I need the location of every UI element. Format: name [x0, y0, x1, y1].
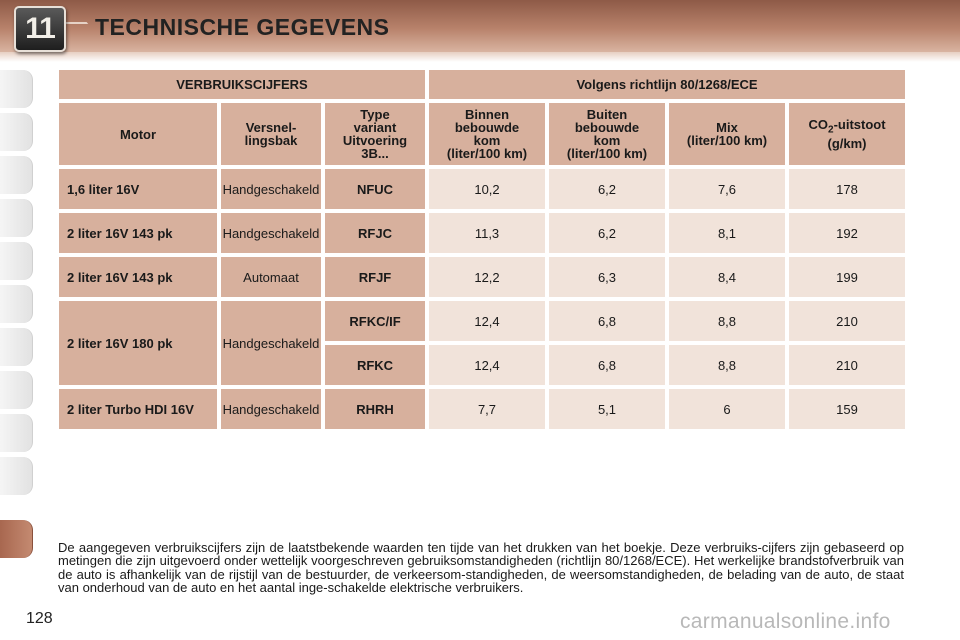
row-extra-urban: 5,1: [549, 389, 665, 429]
row-mix: 7,6: [669, 169, 785, 209]
row-urban: 12,2: [429, 257, 545, 297]
row-gearbox: Handgeschakeld: [221, 169, 321, 209]
row-gearbox: Handgeschakeld: [221, 389, 321, 429]
section-header-directive: Volgens richtlijn 80/1268/ECE: [429, 70, 905, 99]
chapter-tab[interactable]: [0, 156, 33, 194]
row-gearbox: Handgeschakeld: [221, 213, 321, 253]
chapter-tab[interactable]: [0, 285, 33, 323]
row-type-code: NFUC: [325, 169, 425, 209]
row-co2: 210: [789, 345, 905, 385]
row-mix: 8,1: [669, 213, 785, 253]
footnote-paragraph: De aangegeven verbruikscijfers zijn de laatstbekende waarden ten tijde van het drukken van het boekje. Deze verbruiks-cijfers zijn gebaseerd op metingen die zijn uitgevoerd onder wettelijk voorgeschreven gebruiksomstandigheden (richtlijn 80/1268/ECE). Het werkelijke brandstofverbruik van de auto is afhankelijk van de rijstijl van de bestuurder, de verkeersom-standigheden, de weersomstandigheden, de belading van de auto, de staat van onderhoud van de auto en het aantal inge-schakelde elektrische verbruikers.: [58, 540, 904, 596]
chapter-tab-active[interactable]: [0, 520, 33, 558]
row-extra-urban: 6,3: [549, 257, 665, 297]
header-fade: [0, 52, 960, 62]
watermark: carmanualsonline.info: [680, 610, 891, 633]
chapter-tab[interactable]: [0, 414, 33, 452]
row-urban: 11,3: [429, 213, 545, 253]
row-urban: 12,4: [429, 301, 545, 341]
table-row: [59, 301, 905, 341]
column-header-extra-urban: Buiten bebouwde kom (liter/100 km): [549, 103, 665, 165]
chapter-badge: 11: [14, 6, 66, 52]
chapter-tab[interactable]: [0, 371, 33, 409]
table-row: [59, 389, 905, 429]
row-co2: 178: [789, 169, 905, 209]
row-extra-urban: 6,8: [549, 345, 665, 385]
table-row: [59, 169, 905, 209]
chapter-tab[interactable]: [0, 199, 33, 237]
row-co2: 199: [789, 257, 905, 297]
chapter-tab-strip: [0, 70, 34, 580]
chapter-tab[interactable]: [0, 328, 33, 366]
chapter-tab[interactable]: [0, 70, 33, 108]
row-extra-urban: 6,2: [549, 169, 665, 209]
row-extra-urban: 6,2: [549, 213, 665, 253]
row-type-code: RFJC: [325, 213, 425, 253]
row-motor: 2 liter 16V 143 pk: [59, 213, 217, 253]
row-type-code: RFKC: [325, 345, 425, 385]
row-co2: 192: [789, 213, 905, 253]
column-header-motor: Motor: [59, 103, 217, 165]
row-gearbox: Handgeschakeld: [221, 301, 321, 385]
row-extra-urban: 6,8: [549, 301, 665, 341]
row-motor: 2 liter 16V 143 pk: [59, 257, 217, 297]
row-motor: 2 liter Turbo HDI 16V: [59, 389, 217, 429]
row-urban: 12,4: [429, 345, 545, 385]
co2-subscript: 2: [828, 124, 834, 136]
row-mix: 8,8: [669, 345, 785, 385]
column-header-mix: Mix (liter/100 km): [669, 103, 785, 165]
column-header-co2: [789, 103, 905, 165]
row-type-code: RHRH: [325, 389, 425, 429]
column-header-gearbox: Versnel- lingsbak: [221, 103, 321, 165]
row-co2: 210: [789, 301, 905, 341]
row-urban: 10,2: [429, 169, 545, 209]
column-header-type: Type variant Uitvoering 3B...: [325, 103, 425, 165]
row-mix: 8,8: [669, 301, 785, 341]
page-title: TECHNISCHE GEGEVENS: [95, 14, 390, 40]
row-motor: 2 liter 16V 180 pk: [59, 301, 217, 385]
row-type-code: RFKC/IF: [325, 301, 425, 341]
row-mix: 6: [669, 389, 785, 429]
co2-prefix: CO: [808, 117, 828, 133]
table-row: [59, 257, 905, 297]
chapter-tab[interactable]: [0, 242, 33, 280]
chapter-tab[interactable]: [0, 113, 33, 151]
chapter-tab[interactable]: [0, 457, 33, 495]
row-type-code: RFJF: [325, 257, 425, 297]
page-number: 128: [26, 610, 53, 627]
row-mix: 8,4: [669, 257, 785, 297]
row-gearbox: Automaat: [221, 257, 321, 297]
row-motor: 1,6 liter 16V: [59, 169, 217, 209]
consumption-table: [55, 66, 909, 433]
co2-suffix: -uitstoot (g/km): [827, 117, 886, 151]
column-header-urban: Binnen bebouwde kom (liter/100 km): [429, 103, 545, 165]
row-co2: 159: [789, 389, 905, 429]
table-row: [59, 213, 905, 253]
row-urban: 7,7: [429, 389, 545, 429]
section-header-consumption: VERBRUIKSCIJFERS: [59, 70, 425, 99]
